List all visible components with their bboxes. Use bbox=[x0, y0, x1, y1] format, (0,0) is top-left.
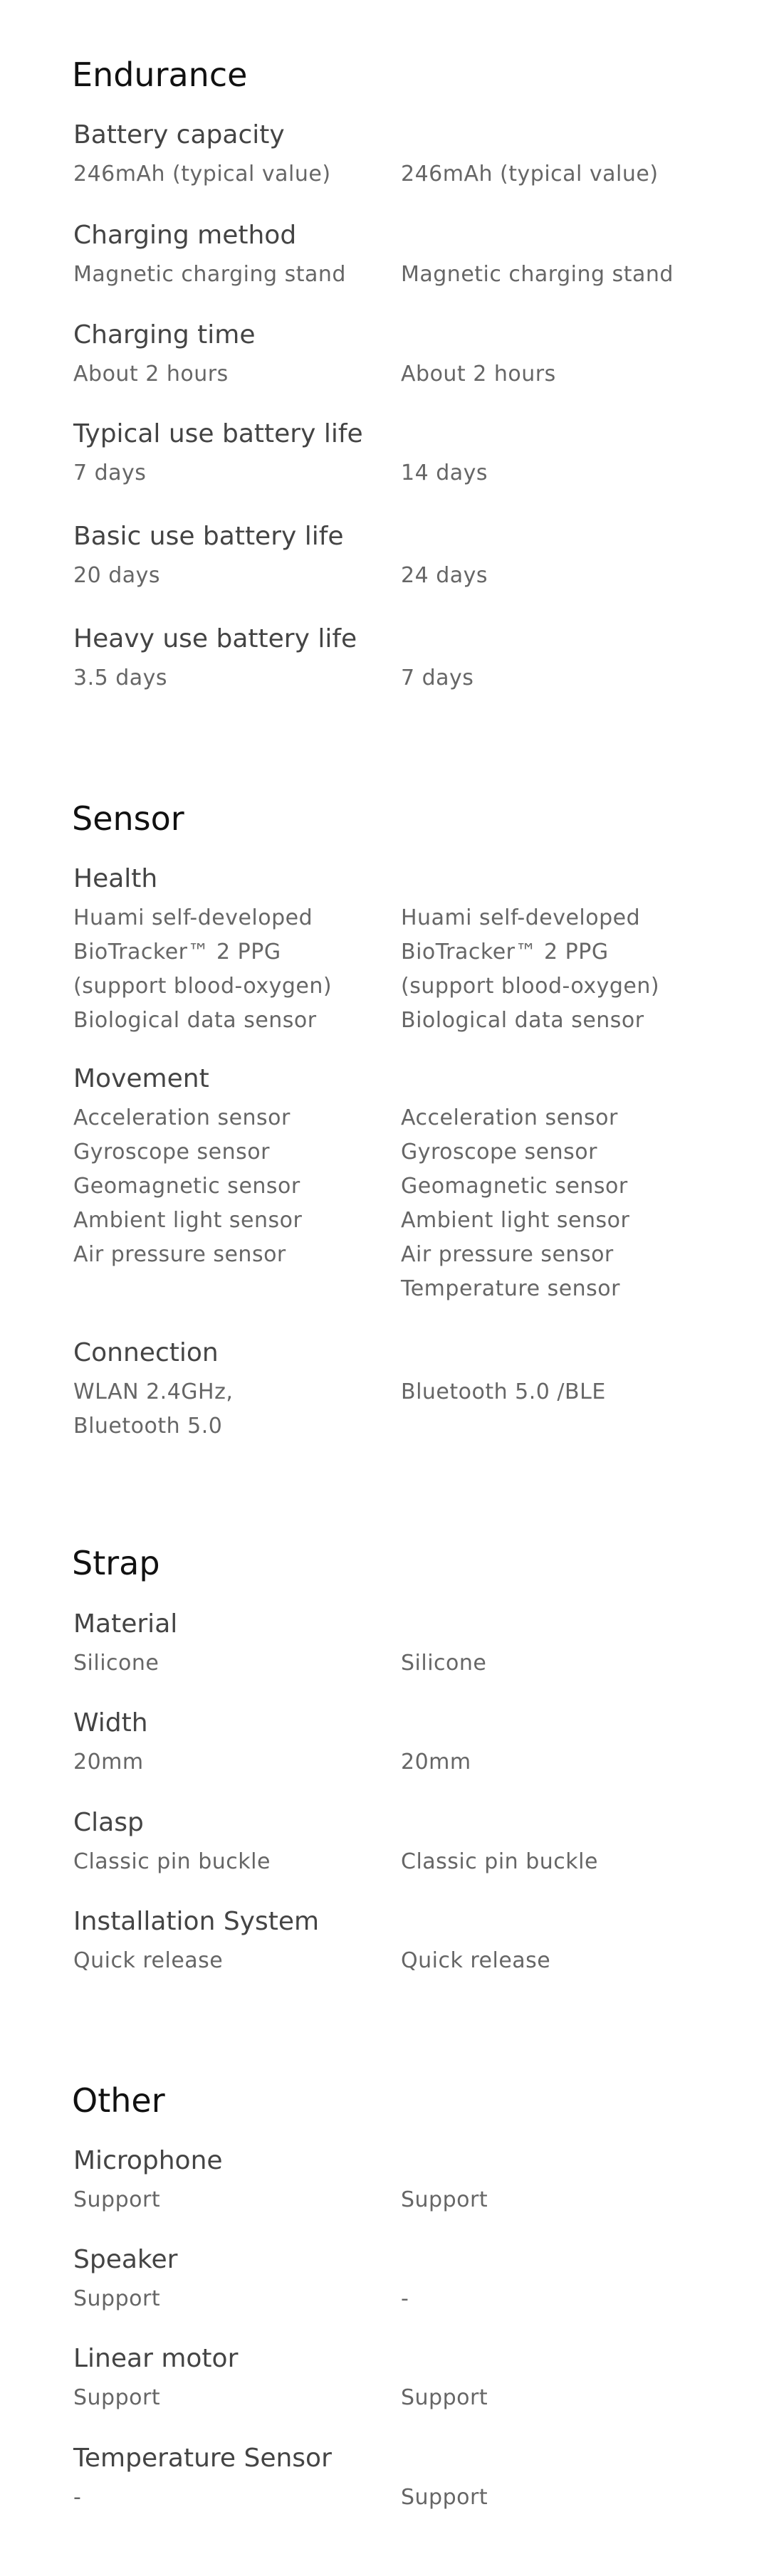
spec-value-health-b: Huami self-developed BioTracker™ 2 PPG (support blood-oxygen) Biological data sensor bbox=[401, 905, 660, 1033]
section-title-sensor: Sensor bbox=[72, 799, 184, 838]
spec-value-installation-system-a: Quick release bbox=[73, 1948, 224, 1973]
spec-value-temperature-sensor-b: Support bbox=[401, 2485, 488, 2510]
spec-label-material: Material bbox=[73, 1609, 178, 1639]
spec-value-installation-system-b: Quick release bbox=[401, 1948, 551, 1973]
spec-label-health: Health bbox=[73, 864, 158, 893]
spec-label-microphone: Microphone bbox=[73, 2146, 223, 2175]
spec-label-connection: Connection bbox=[73, 1338, 219, 1367]
spec-label-width: Width bbox=[73, 1708, 148, 1738]
spec-value-charging-time-a: About 2 hours bbox=[73, 362, 229, 387]
spec-value-connection-a: WLAN 2.4GHz, Bluetooth 5.0 bbox=[73, 1379, 234, 1439]
spec-label-linear-motor: Linear motor bbox=[73, 2344, 239, 2373]
spec-value-health-a: Huami self-developed BioTracker™ 2 PPG (support blood-oxygen) Biological data sensor bbox=[73, 905, 333, 1033]
spec-value-charging-method-b: Magnetic charging stand bbox=[401, 262, 674, 287]
spec-value-linear-motor-a: Support bbox=[73, 2385, 161, 2410]
spec-value-basic-battery-life-a: 20 days bbox=[73, 563, 161, 588]
spec-value-battery-capacity-b: 246mAh (typical value) bbox=[401, 162, 659, 186]
spec-value-typical-battery-life-b: 14 days bbox=[401, 461, 488, 485]
spec-value-typical-battery-life-a: 7 days bbox=[73, 461, 147, 485]
spec-label-speaker: Speaker bbox=[73, 2245, 178, 2274]
spec-value-clasp-a: Classic pin buckle bbox=[73, 1849, 271, 1874]
spec-value-charging-method-a: Magnetic charging stand bbox=[73, 262, 346, 287]
spec-value-width-a: 20mm bbox=[73, 1750, 144, 1775]
spec-value-movement-a: Acceleration sensor Gyroscope sensor Geomagnetic sensor Ambient light sensor Air pressure sensor bbox=[73, 1105, 303, 1267]
spec-value-linear-motor-b: Support bbox=[401, 2385, 488, 2410]
spec-label-heavy-battery-life: Heavy use battery life bbox=[73, 624, 357, 653]
spec-label-basic-battery-life: Basic use battery life bbox=[73, 522, 344, 551]
spec-value-temperature-sensor-a: - bbox=[73, 2485, 82, 2510]
spec-value-speaker-b: - bbox=[401, 2286, 409, 2311]
spec-label-installation-system: Installation System bbox=[73, 1907, 320, 1936]
spec-value-heavy-battery-life-b: 7 days bbox=[401, 666, 474, 690]
spec-label-battery-capacity: Battery capacity bbox=[73, 120, 285, 149]
spec-label-movement: Movement bbox=[73, 1064, 209, 1093]
spec-value-connection-b: Bluetooth 5.0 /BLE bbox=[401, 1379, 606, 1404]
spec-value-heavy-battery-life-a: 3.5 days bbox=[73, 666, 168, 690]
spec-label-clasp: Clasp bbox=[73, 1808, 144, 1837]
spec-value-charging-time-b: About 2 hours bbox=[401, 362, 556, 387]
spec-value-battery-capacity-a: 246mAh (typical value) bbox=[73, 162, 331, 186]
spec-value-movement-b: Acceleration sensor Gyroscope sensor Geomagnetic sensor Ambient light sensor Air pressure sensor Temperature sensor bbox=[401, 1105, 630, 1301]
spec-label-temperature-sensor: Temperature Sensor bbox=[73, 2444, 332, 2473]
spec-value-microphone-b: Support bbox=[401, 2187, 488, 2212]
spec-label-charging-time: Charging time bbox=[73, 320, 256, 349]
spec-value-material-b: Silicone bbox=[401, 1651, 487, 1676]
section-title-strap: Strap bbox=[72, 1544, 160, 1582]
spec-value-microphone-a: Support bbox=[73, 2187, 161, 2212]
spec-label-charging-method: Charging method bbox=[73, 221, 297, 250]
section-title-endurance: Endurance bbox=[72, 56, 248, 94]
section-title-other: Other bbox=[72, 2081, 165, 2120]
spec-value-material-a: Silicone bbox=[73, 1651, 159, 1676]
spec-value-width-b: 20mm bbox=[401, 1750, 471, 1775]
spec-value-speaker-a: Support bbox=[73, 2286, 161, 2311]
spec-value-basic-battery-life-b: 24 days bbox=[401, 563, 488, 588]
spec-label-typical-battery-life: Typical use battery life bbox=[73, 419, 363, 448]
spec-value-clasp-b: Classic pin buckle bbox=[401, 1849, 598, 1874]
